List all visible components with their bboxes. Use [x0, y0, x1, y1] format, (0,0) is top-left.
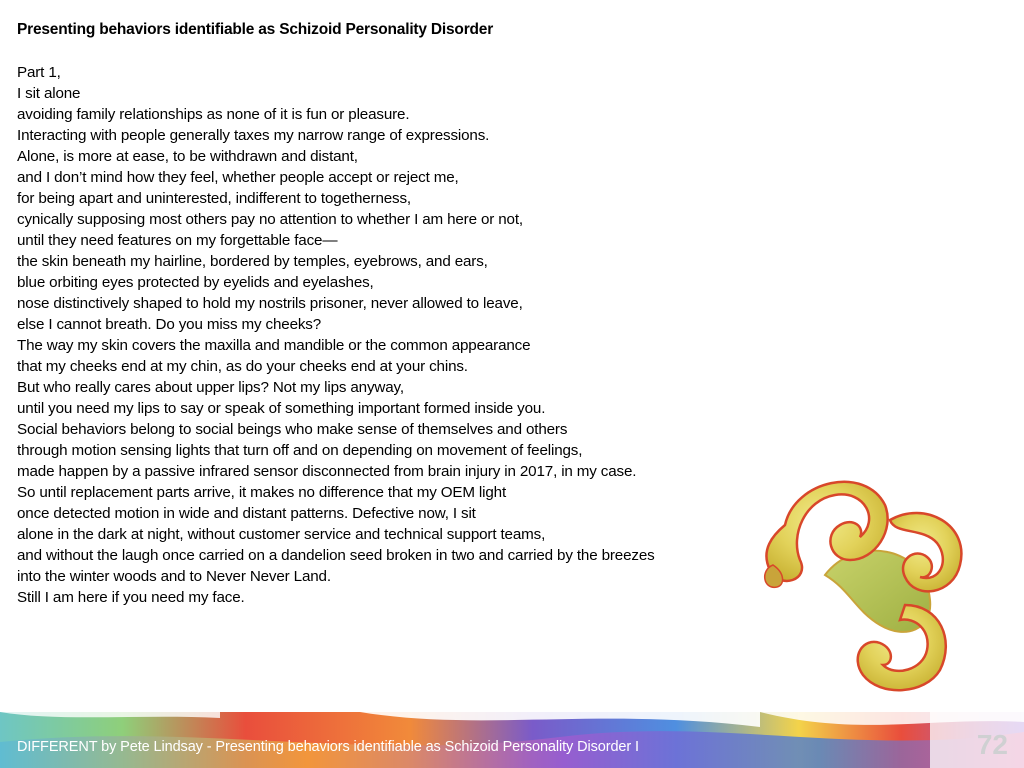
poem-line: Part 1,	[17, 64, 61, 81]
poem-line: once detected motion in wide and distant patterns. Defective now, I sit	[17, 505, 476, 522]
poem-line: else I cannot breath. Do you miss my cheeks?	[17, 316, 322, 333]
poem-line: Interacting with people generally taxes my narrow range of expressions.	[17, 127, 490, 144]
poem-line: made happen by a passive infrared sensor disconnected from brain injury in 2017, in my case.	[17, 463, 637, 480]
poem-line: until you need my lips to say or speak of something important formed inside you.	[17, 400, 546, 417]
poem-line: cynically supposing most others pay no attention to whether I am here or not,	[17, 211, 523, 228]
poem-line: I sit alone	[17, 85, 81, 102]
poem-line: and without the laugh once carried on a dandelion seed broken in two and carried by the breezes	[17, 547, 655, 564]
slide-title: Presenting behaviors identifiable as Schizoid Personality Disorder	[17, 21, 494, 38]
footer-caption: DIFFERENT by Pete Lindsay - Presenting behaviors identifiable as Schizoid Personality Disorder I	[17, 739, 639, 755]
poem-line: But who really cares about upper lips? Not my lips anyway,	[17, 379, 404, 396]
curled-peel-illustration	[755, 465, 975, 700]
poem-line: So until replacement parts arrive, it makes no difference that my OEM light	[17, 484, 507, 501]
poem-line: through motion sensing lights that turn off and on depending on movement of feelings,	[17, 442, 583, 459]
poem-line: nose distinctively shaped to hold my nostrils prisoner, never allowed to leave,	[17, 295, 523, 312]
poem-line: Social behaviors belong to social beings who make sense of themselves and others	[17, 421, 568, 438]
poem-line: Alone, is more at ease, to be withdrawn and distant,	[17, 148, 358, 165]
poem-line: until they need features on my forgettable face—	[17, 232, 338, 249]
poem-line: alone in the dark at night, without customer service and technical support teams,	[17, 526, 546, 543]
page-number: 72	[976, 729, 1008, 760]
poem-line: into the winter woods and to Never Never Land.	[17, 568, 331, 585]
poem-line: blue orbiting eyes protected by eyelids and eyelashes,	[17, 274, 374, 291]
poem-line: The way my skin covers the maxilla and mandible or the common appearance	[17, 337, 531, 354]
poem-line: the skin beneath my hairline, bordered by temples, eyebrows, and ears,	[17, 253, 488, 270]
poem-line: for being apart and uninterested, indifferent to togetherness,	[17, 190, 412, 207]
poem-line: and I don’t mind how they feel, whether people accept or reject me,	[17, 169, 459, 186]
poem-line: avoiding family relationships as none of it is fun or pleasure.	[17, 106, 410, 123]
poem-body	[17, 62, 655, 608]
footer-bar	[0, 712, 1024, 768]
poem-line: Still I am here if you need my face.	[17, 589, 245, 606]
poem-line: that my cheeks end at my chin, as do your cheeks end at your chins.	[17, 358, 468, 375]
